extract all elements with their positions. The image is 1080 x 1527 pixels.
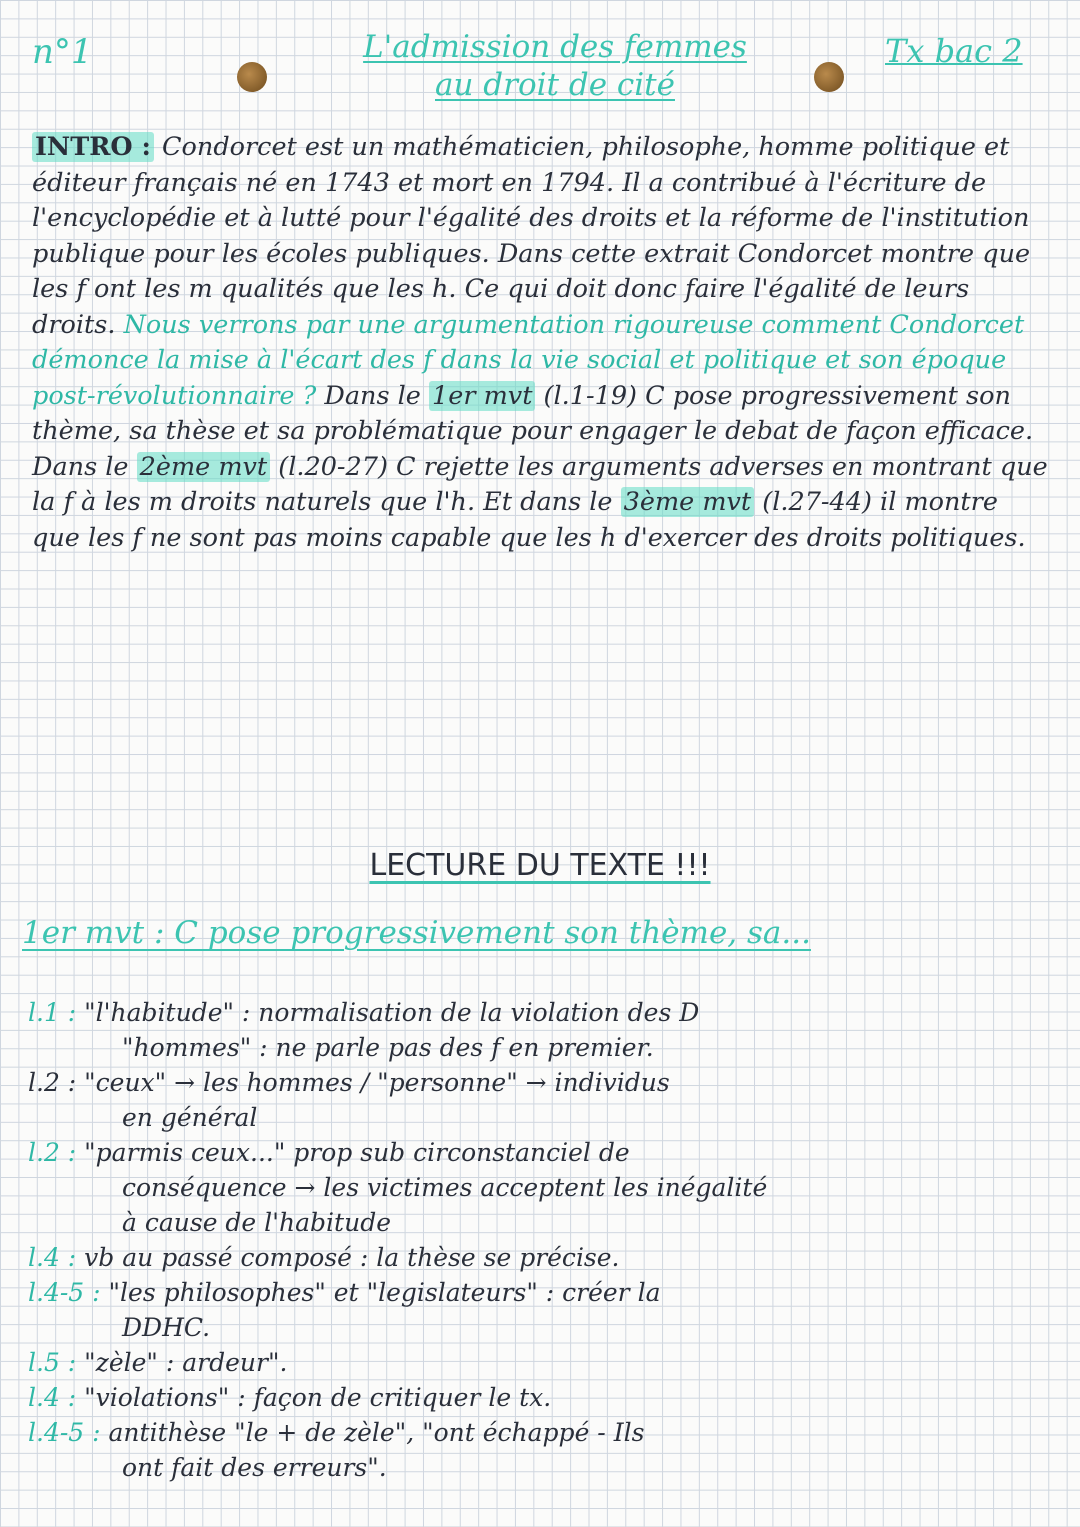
intro-text: Condorcet est un mathématicien, philosophe, homme politique et éditeur français né en 1743 et mort en 1794. Il a contribué à l'écriture de l'encyclopédie et à lutté pour l'égalité des droits et la réforme de l'institution publique pour les écoles publiques. Dans cette extrait Condorcet montre que les f ont les m qualités que les h. Ce qui doit donc faire l'égalité de leurs droits. xyxy=(32,132,1031,340)
note-text: à cause de l'habitude xyxy=(122,1208,391,1237)
note-line xyxy=(22,1310,1052,1345)
intro-plan-b: (l.1-19) C pose progressivement son thème, sa thèse et sa problématique pour engager le debat de façon efficace. Dans le xyxy=(32,380,1034,482)
line-reference: l.4 : xyxy=(28,1243,77,1272)
line-reference: l.1 : xyxy=(28,998,77,1027)
note-text: ont fait des erreurs". xyxy=(122,1453,387,1482)
intro-plan-a: Dans le xyxy=(316,380,429,411)
intro-problematique: Nous verrons par une argumentation rigoureuse comment Condorcet démonce la mise à l'écart des f dans la vie social et politique et son époque post-révolutionnaire ? xyxy=(32,309,1025,411)
line-reference: l.5 : xyxy=(28,1348,77,1377)
note-line xyxy=(22,1450,1052,1485)
note-text: antithèse "le + de zèle", "ont échappé - Ils xyxy=(100,1418,645,1447)
line-reference: l.4-5 : xyxy=(28,1278,101,1307)
intro-plan-c: (l.20-27) C rejette les arguments adverses en montrant que la f à les m droits naturels que l'h. Et dans le xyxy=(32,451,1048,517)
note-text: DDHC. xyxy=(122,1313,211,1342)
note-line xyxy=(22,1240,1052,1275)
note-text: "violations" : façon de critiquer le tx. xyxy=(76,1383,552,1412)
line-reference: l.4-5 : xyxy=(28,1418,101,1447)
intro-mvt2: 2ème mvt xyxy=(137,452,271,482)
note-text: conséquence → les victimes acceptent les inégalité xyxy=(122,1173,768,1202)
line-reference: l.2 : xyxy=(28,1138,77,1167)
line-reference: l.4 : xyxy=(28,1383,77,1412)
title-line-1: L'admission des femmes xyxy=(363,29,747,65)
intro-plan-d: (l.27-44) il montre que les f ne sont pas moins capable que les h d'exercer des droits politiques. xyxy=(32,487,1026,553)
note-line xyxy=(22,995,1052,1030)
note-text: "hommes" : ne parle pas des f en premier. xyxy=(122,1033,654,1062)
note-line xyxy=(22,1170,1052,1205)
page-header xyxy=(0,20,1080,110)
intro-label: INTRO : xyxy=(32,132,154,162)
intro-mvt3: 3ème mvt xyxy=(621,487,755,517)
note-text: "l'habitude" : normalisation de la violation des D xyxy=(76,998,700,1027)
note-text: "les philosophes" et "legislateurs" : créer la xyxy=(100,1278,661,1307)
punch-hole-right xyxy=(814,62,844,92)
note-text: "ceux" → les hommes / "personne" → individus xyxy=(76,1068,670,1097)
notes-list xyxy=(22,995,1052,1485)
page-number: n°1 xyxy=(32,32,93,72)
note-line xyxy=(22,1275,1052,1310)
note-line xyxy=(22,1030,1052,1065)
line-reference: l.2 : xyxy=(28,1068,77,1097)
punch-hole-left xyxy=(237,62,267,92)
page-title xyxy=(275,28,835,104)
note-line xyxy=(22,1380,1052,1415)
series-label: Tx bac 2 xyxy=(885,32,1023,70)
note-text: "zèle" : ardeur". xyxy=(76,1348,288,1377)
note-line xyxy=(22,1065,1052,1100)
note-line xyxy=(22,1205,1052,1240)
note-text: "parmis ceux..." prop sub circonstanciel de xyxy=(76,1138,630,1167)
note-line xyxy=(22,1135,1052,1170)
note-text: vb au passé composé : la thèse se précise. xyxy=(76,1243,620,1272)
title-line-2: au droit de cité xyxy=(435,67,675,103)
note-line xyxy=(22,1415,1052,1450)
note-line xyxy=(22,1100,1052,1135)
note-line xyxy=(22,1345,1052,1380)
intro-paragraph xyxy=(32,130,1052,556)
intro-mvt1: 1er mvt xyxy=(429,381,535,411)
lecture-heading: LECTURE DU TEXTE !!! xyxy=(369,848,711,883)
note-text: en général xyxy=(122,1103,258,1132)
section-1-title: 1er mvt : C pose progressivement son thème, sa... xyxy=(22,915,811,951)
